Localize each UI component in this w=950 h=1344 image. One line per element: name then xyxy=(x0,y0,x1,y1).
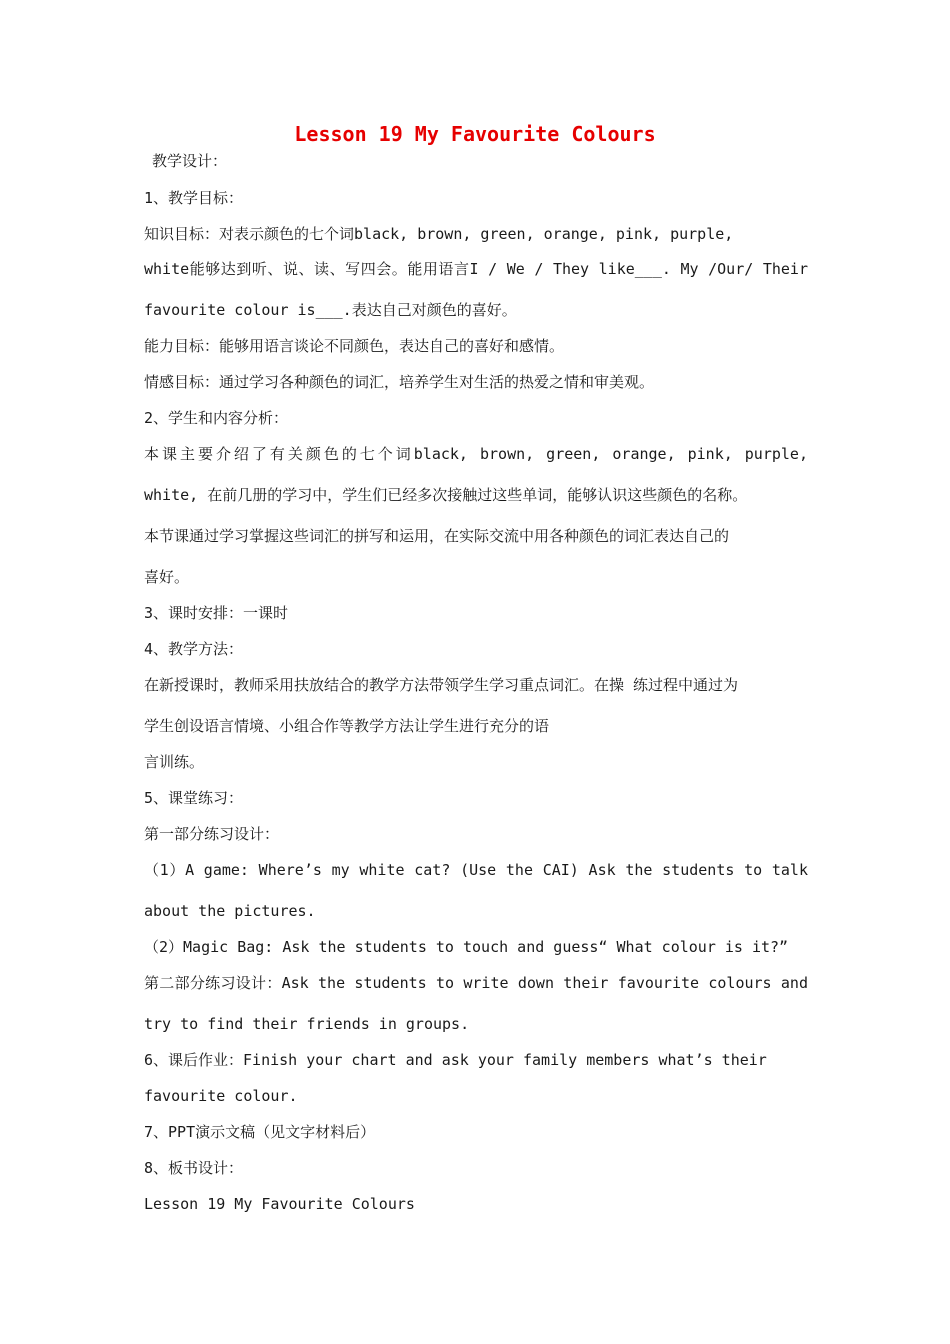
paragraph-line: （1）A game: Where’s my white cat? (Use the CAI) Ask the students to talk xyxy=(144,861,808,879)
paragraph-line: 学生创设语言情境、小组合作等教学方法让学生进行充分的语 xyxy=(144,717,550,735)
board-title: Lesson 19 My Favourite Colours xyxy=(144,1195,415,1213)
paragraph-line: 本课主要介绍了有关颜色的七个词black, brown, green, orange, pink, purple, xyxy=(144,445,808,463)
paragraph-line: white, 在前几册的学习中，学生们已经多次接触过这些单词，能够认识这些颜色的名称。 xyxy=(144,486,748,504)
paragraph-line: about the pictures. xyxy=(144,902,316,920)
section-heading-objectives: 1、教学目标： xyxy=(144,189,244,207)
subsection-heading: 第一部分练习设计： xyxy=(144,825,280,843)
paragraph-line: 本节课通过学习掌握这些词汇的拼写和运用，在实际交流中用各种颜色的词汇表达自己的 xyxy=(144,527,730,545)
paragraph-line: 能力目标：能够用语言谈论不同颜色，表达自己的喜好和感情。 xyxy=(144,337,565,355)
section-heading-methods: 4、教学方法： xyxy=(144,640,244,658)
document-title: Lesson 19 My Favourite Colours xyxy=(294,122,656,146)
paragraph-line: 知识目标：对表示颜色的七个词black, brown, green, orange, pink, purple, xyxy=(144,225,734,243)
paragraph-line: 在新授课时，教师采用扶放结合的教学方法带领学生学习重点词汇。在操 练过程中通过为 xyxy=(144,676,739,694)
paragraph-line: white能够达到听、说、读、写四会。能用语言I / We / They like___. My /Our/ Their xyxy=(144,260,808,278)
paragraph-line: （2）Magic Bag: Ask the students to touch and guess“ What colour is it?” xyxy=(144,938,789,956)
section-heading-teaching-design: 教学设计： xyxy=(152,152,228,170)
paragraph-line: 喜好。 xyxy=(144,568,190,586)
section-heading-ppt: 7、PPT演示文稿（见文字材料后） xyxy=(144,1123,376,1141)
section-heading-practice: 5、课堂练习： xyxy=(144,789,244,807)
paragraph-line: 第二部分练习设计：Ask the students to write down their favourite colours and xyxy=(144,974,808,992)
section-heading-board: 8、板书设计： xyxy=(144,1159,244,1177)
paragraph-line: try to find their friends in groups. xyxy=(144,1015,470,1033)
paragraph-line: favourite colour. xyxy=(144,1087,298,1105)
section-heading-analysis: 2、学生和内容分析： xyxy=(144,409,289,427)
paragraph-line: favourite colour is___.表达自己对颜色的喜好。 xyxy=(144,301,517,319)
paragraph-line: 情感目标：通过学习各种颜色的词汇，培养学生对生活的热爱之情和审美观。 xyxy=(144,373,655,391)
paragraph-line: 言训练。 xyxy=(144,753,205,771)
paragraph-line: 6、课后作业：Finish your chart and ask your family members what’s their xyxy=(144,1051,767,1069)
section-heading-schedule: 3、课时安排：一课时 xyxy=(144,604,289,622)
